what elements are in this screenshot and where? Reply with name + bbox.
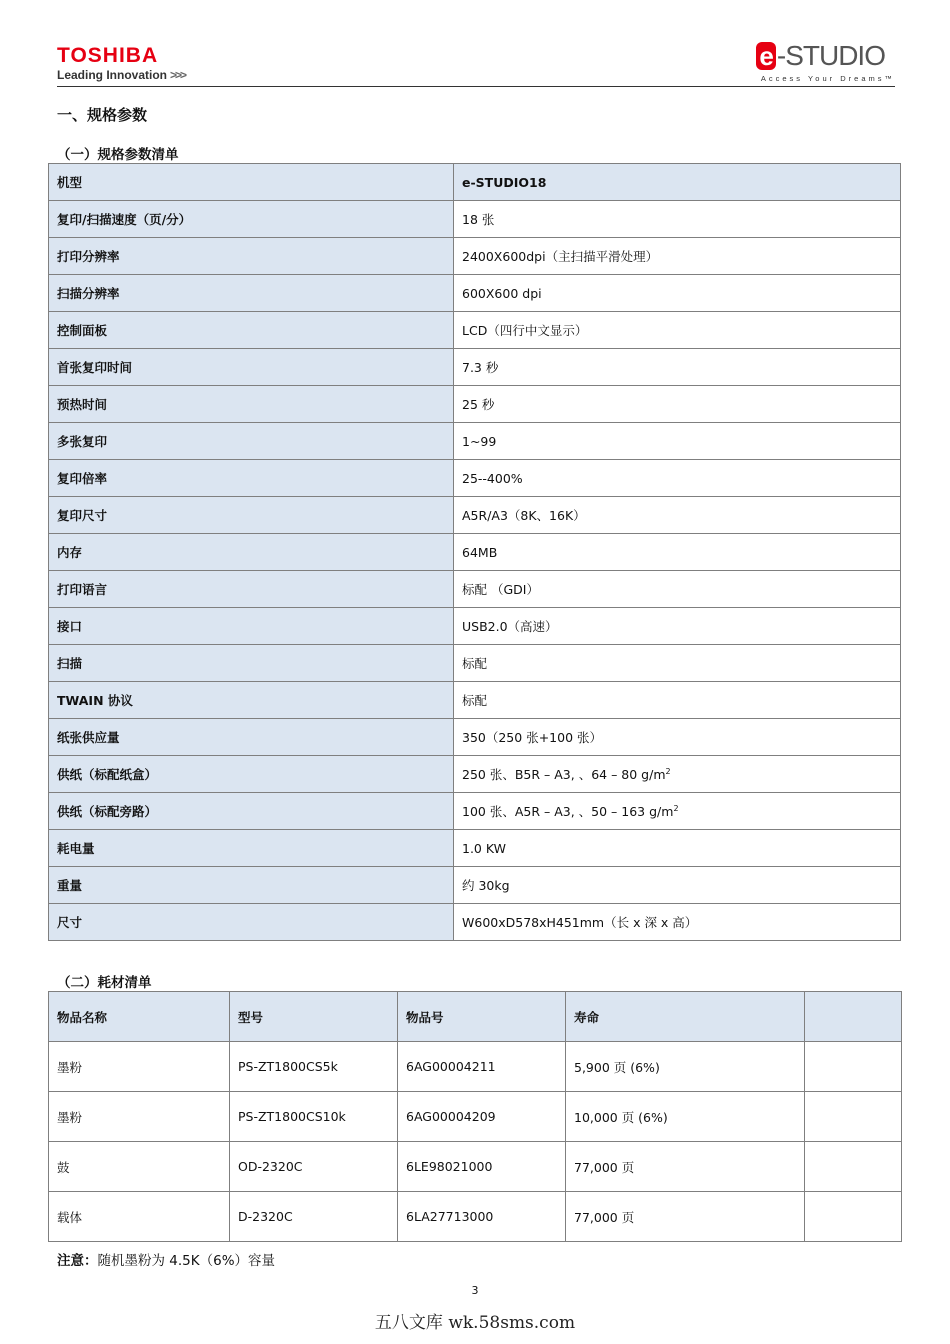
spec-value bbox=[454, 682, 901, 719]
slogan-arrows-icon: >>> bbox=[170, 68, 186, 82]
column-header: 寿命 bbox=[566, 992, 805, 1042]
spec-value bbox=[454, 793, 901, 830]
spec-row bbox=[49, 349, 901, 386]
spec-value-superscript: 2 bbox=[673, 803, 679, 813]
spec-value bbox=[454, 867, 901, 904]
spec-key: 接口 bbox=[49, 608, 454, 645]
spec-row bbox=[49, 793, 901, 830]
spec-value-text: 7.3 秒 bbox=[462, 360, 499, 375]
table-row bbox=[49, 1092, 902, 1142]
spec-key: 首张复印时间 bbox=[49, 349, 454, 386]
watermark: 五八文库 wk.58sms.com bbox=[374, 1313, 576, 1333]
table-cell: 墨粉 bbox=[49, 1042, 230, 1092]
table-cell: 墨粉 bbox=[49, 1092, 230, 1142]
spec-value-text: 64MB bbox=[462, 544, 498, 560]
spec-row bbox=[49, 312, 901, 349]
spec-value-text: A5R/A3（8K、16K） bbox=[462, 508, 586, 523]
spec-key: 纸张供应量 bbox=[49, 719, 454, 756]
table-cell bbox=[805, 1092, 902, 1142]
table-cell: 鼓 bbox=[49, 1142, 230, 1192]
table-cell bbox=[805, 1142, 902, 1192]
table-cell bbox=[805, 1042, 902, 1092]
spec-value bbox=[454, 423, 901, 460]
toshiba-slogan bbox=[57, 68, 185, 82]
table-cell: 6LA27713000 bbox=[398, 1192, 566, 1242]
table-cell: OD-2320C bbox=[230, 1142, 398, 1192]
spec-header-key: 机型 bbox=[49, 164, 454, 201]
spec-row bbox=[49, 867, 901, 904]
spec-row bbox=[49, 238, 901, 275]
spec-value-text: 25--400% bbox=[462, 470, 523, 486]
table-cell bbox=[805, 1192, 902, 1242]
section-title: 一、规格参数 bbox=[57, 106, 148, 124]
column-header: 型号 bbox=[230, 992, 398, 1042]
spec-value-text: 标配 bbox=[462, 656, 488, 671]
spec-key: 尺寸 bbox=[49, 904, 454, 941]
consumables-table bbox=[48, 991, 902, 1242]
spec-key: 内存 bbox=[49, 534, 454, 571]
table-row bbox=[49, 1192, 902, 1242]
spec-table bbox=[48, 163, 901, 941]
spec-key: 复印/扫描速度（页/分） bbox=[49, 201, 454, 238]
table-cell: D-2320C bbox=[230, 1192, 398, 1242]
spec-key: TWAIN 协议 bbox=[49, 682, 454, 719]
spec-row bbox=[49, 608, 901, 645]
spec-key: 打印语言 bbox=[49, 571, 454, 608]
spec-key: 耗电量 bbox=[49, 830, 454, 867]
spec-key: 打印分辨率 bbox=[49, 238, 454, 275]
spec-key: 复印倍率 bbox=[49, 460, 454, 497]
note-text: 随机墨粉为 4.5K（6%）容量 bbox=[97, 1253, 276, 1269]
spec-value-text: 18 张 bbox=[462, 212, 495, 227]
consumables-header-row bbox=[49, 992, 902, 1042]
spec-value bbox=[454, 719, 901, 756]
spec-key: 复印尺寸 bbox=[49, 497, 454, 534]
consumables-table-title: （二）耗材清单 bbox=[57, 975, 152, 991]
spec-value bbox=[454, 312, 901, 349]
spec-value-text: 1~99 bbox=[462, 433, 497, 449]
spec-row bbox=[49, 904, 901, 941]
table-cell: 5,900 页 (6%) bbox=[566, 1042, 805, 1092]
spec-value-text: 25 秒 bbox=[462, 397, 495, 412]
spec-key: 扫描 bbox=[49, 645, 454, 682]
spec-row bbox=[49, 497, 901, 534]
spec-key: 供纸（标配纸盒） bbox=[49, 756, 454, 793]
spec-row bbox=[49, 682, 901, 719]
spec-key: 供纸（标配旁路） bbox=[49, 793, 454, 830]
spec-row bbox=[49, 275, 901, 312]
table-cell: 77,000 页 bbox=[566, 1192, 805, 1242]
spec-key: 多张复印 bbox=[49, 423, 454, 460]
table-cell: 6AG00004211 bbox=[398, 1042, 566, 1092]
spec-row bbox=[49, 534, 901, 571]
spec-value bbox=[454, 238, 901, 275]
spec-value bbox=[454, 571, 901, 608]
spec-row bbox=[49, 830, 901, 867]
spec-row bbox=[49, 719, 901, 756]
spec-value bbox=[454, 460, 901, 497]
spec-value bbox=[454, 756, 901, 793]
table-row bbox=[49, 1042, 902, 1092]
column-header: 物品号 bbox=[398, 992, 566, 1042]
spec-key: 预热时间 bbox=[49, 386, 454, 423]
spec-value-superscript: 2 bbox=[665, 766, 671, 776]
spec-value-text: 约 30kg bbox=[462, 878, 510, 893]
page-header bbox=[57, 40, 895, 88]
spec-value-text: 1.0 KW bbox=[462, 840, 506, 856]
estudio-logo-e: e bbox=[756, 42, 775, 70]
table-cell: 77,000 页 bbox=[566, 1142, 805, 1192]
spec-value bbox=[454, 201, 901, 238]
note bbox=[57, 1249, 275, 1269]
spec-row bbox=[49, 423, 901, 460]
spec-value bbox=[454, 349, 901, 386]
toshiba-logo: TOSHIBA bbox=[57, 44, 159, 67]
spec-row bbox=[49, 756, 901, 793]
spec-value bbox=[454, 275, 901, 312]
table-cell: 6LE98021000 bbox=[398, 1142, 566, 1192]
spec-value-text: USB2.0（高速） bbox=[462, 619, 558, 634]
spec-row bbox=[49, 386, 901, 423]
spec-value bbox=[454, 645, 901, 682]
spec-value-text: W600xD578xH451mm（长 x 深 x 高） bbox=[462, 915, 698, 930]
table-cell: PS-ZT1800CS5k bbox=[230, 1042, 398, 1092]
table-cell: PS-ZT1800CS10k bbox=[230, 1092, 398, 1142]
estudio-logo-text: -STUDIO bbox=[776, 40, 885, 71]
column-header: 物品名称 bbox=[49, 992, 230, 1042]
spec-value-text: 2400X600dpi（主扫描平滑处理） bbox=[462, 249, 659, 264]
spec-row bbox=[49, 201, 901, 238]
spec-value-text: 600X600 dpi bbox=[462, 285, 542, 301]
spec-table-title: （一）规格参数清单 bbox=[57, 147, 179, 163]
spec-value bbox=[454, 497, 901, 534]
spec-value-text: 100 张、A5R – A3, 、50 – 163 g/m bbox=[462, 804, 674, 819]
spec-value bbox=[454, 534, 901, 571]
page-number: 3 bbox=[471, 1284, 479, 1297]
spec-row bbox=[49, 460, 901, 497]
spec-header-value: e-STUDIO18 bbox=[454, 164, 901, 201]
spec-value-text: 标配 bbox=[462, 693, 488, 708]
header-divider bbox=[57, 86, 895, 87]
estudio-tagline: Access Your Dreams™ bbox=[760, 74, 895, 83]
spec-key: 扫描分辨率 bbox=[49, 275, 454, 312]
spec-value bbox=[454, 608, 901, 645]
table-cell: 6AG00004209 bbox=[398, 1092, 566, 1142]
note-label: 注意： bbox=[57, 1253, 98, 1269]
spec-value-text: 250 张、B5R – A3, 、64 – 80 g/m bbox=[462, 767, 666, 782]
estudio-logo bbox=[756, 40, 885, 72]
spec-value-text: 350（250 张+100 张） bbox=[462, 730, 602, 745]
spec-value bbox=[454, 386, 901, 423]
slogan-text: Leading Innovation bbox=[57, 68, 167, 82]
table-row bbox=[49, 1142, 902, 1192]
spec-value bbox=[454, 904, 901, 941]
table-cell: 载体 bbox=[49, 1192, 230, 1242]
column-header bbox=[805, 992, 902, 1042]
spec-key: 重量 bbox=[49, 867, 454, 904]
spec-row bbox=[49, 571, 901, 608]
spec-value bbox=[454, 830, 901, 867]
spec-value-text: 标配 （GDI） bbox=[462, 582, 539, 597]
spec-header-row bbox=[49, 164, 901, 201]
table-cell: 10,000 页 (6%) bbox=[566, 1092, 805, 1142]
spec-row bbox=[49, 645, 901, 682]
spec-value-text: LCD（四行中文显示） bbox=[462, 323, 588, 338]
spec-key: 控制面板 bbox=[49, 312, 454, 349]
